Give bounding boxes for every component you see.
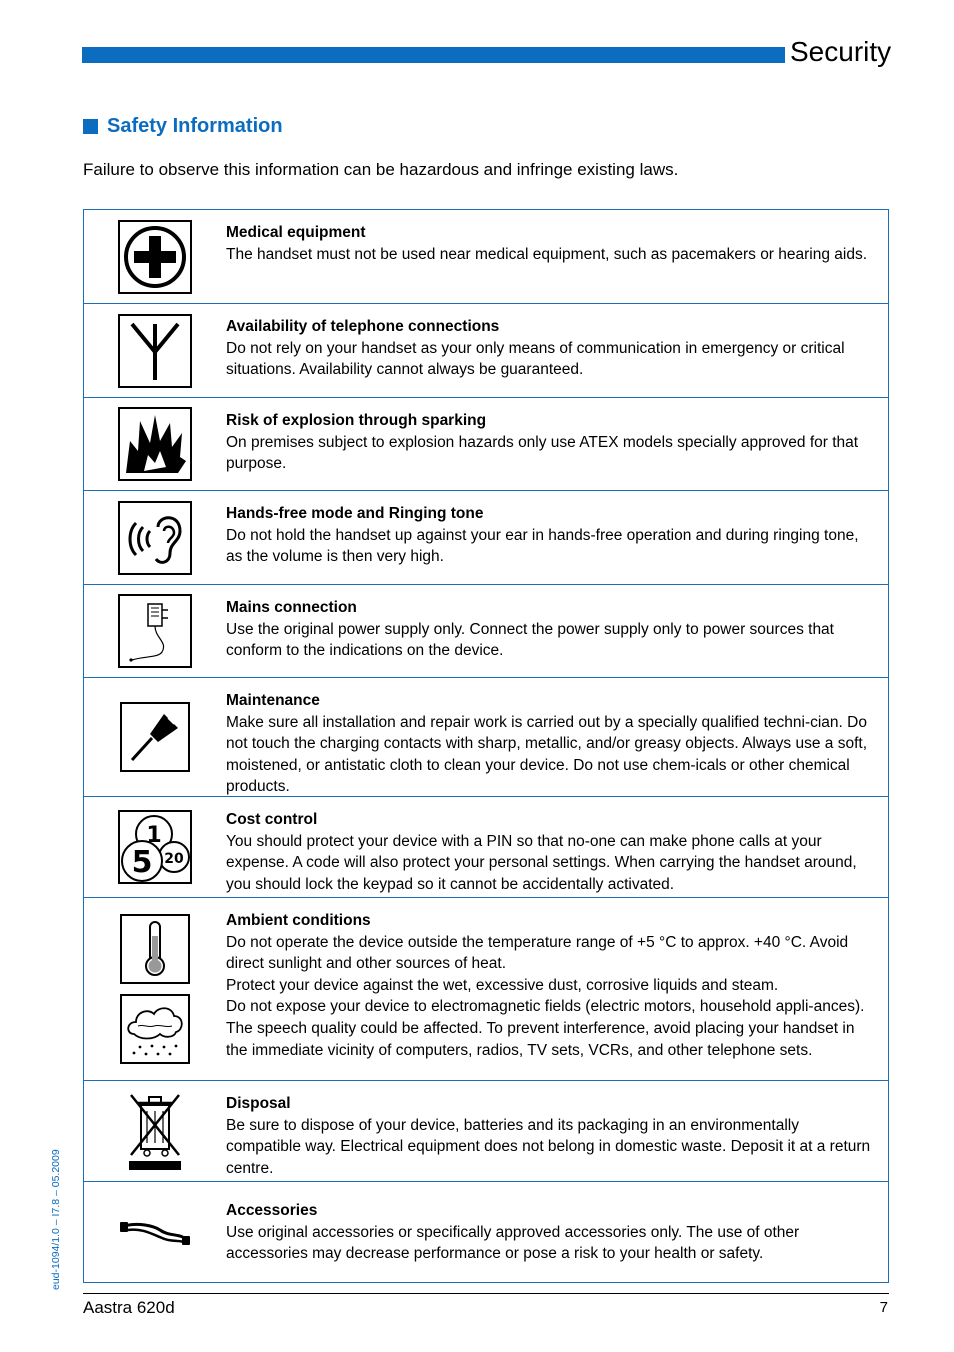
row-title: Maintenance bbox=[226, 692, 320, 709]
text-cell bbox=[226, 585, 888, 677]
text-cell bbox=[226, 491, 888, 584]
table-row bbox=[84, 210, 888, 303]
page-number: 7 bbox=[879, 1299, 888, 1316]
medical-cross-icon bbox=[118, 220, 192, 294]
footer-product: Aastra 620d bbox=[83, 1298, 175, 1317]
icon-cell bbox=[84, 1081, 226, 1181]
table-row bbox=[84, 1181, 888, 1282]
row-body: On premises subject to explosion hazards only use ATEX models specially approved for that purpose. bbox=[226, 433, 859, 473]
icon-cell bbox=[84, 398, 226, 490]
footer-divider bbox=[83, 1293, 889, 1294]
ear-sound-icon bbox=[118, 501, 192, 575]
row-title: Cost control bbox=[226, 811, 318, 828]
row-title: Availability of telephone connections bbox=[226, 318, 500, 335]
section-heading bbox=[83, 112, 283, 140]
row-title: Hands-free mode and Ringing tone bbox=[226, 505, 484, 522]
row-title: Disposal bbox=[226, 1095, 291, 1112]
explosion-icon bbox=[118, 407, 192, 481]
table-row bbox=[84, 584, 888, 677]
table-row bbox=[84, 397, 888, 490]
table-row bbox=[84, 490, 888, 584]
icon-cell bbox=[84, 678, 226, 796]
row-title: Accessories bbox=[226, 1202, 318, 1219]
text-cell bbox=[226, 1182, 888, 1282]
section-title: Safety Information bbox=[107, 114, 283, 137]
coins-icon bbox=[118, 810, 192, 884]
table-row bbox=[84, 796, 888, 897]
cable-icon bbox=[118, 1212, 192, 1252]
icon-cell bbox=[84, 585, 226, 677]
coin-small-label: 20 bbox=[164, 851, 184, 867]
table-row bbox=[84, 677, 888, 796]
text-cell bbox=[226, 797, 888, 897]
rain-cloud-icon bbox=[120, 994, 190, 1064]
row-body: Do not hold the handset up against your ear in hands-free operation and during ringing tone, as the volume is then very high. bbox=[226, 526, 859, 566]
icon-cell bbox=[84, 898, 226, 1080]
row-title: Medical equipment bbox=[226, 224, 366, 241]
power-plug-icon bbox=[118, 594, 192, 668]
row-title: Mains connection bbox=[226, 599, 357, 616]
document-code: eud-1094/1.0 – I7.8 – 05.2009 bbox=[50, 1149, 62, 1290]
coin-big-label: 1 bbox=[146, 823, 162, 848]
antenna-icon bbox=[118, 314, 192, 388]
text-cell bbox=[226, 898, 888, 1080]
table-row bbox=[84, 1080, 888, 1181]
row-body: Make sure all installation and repair work is carried out by a specially qualified techni-cian. Do not touch the charging contacts with sharp, metallic, and/or greasy objects. Always use a soft, moistened, or antistatic cloth to clean your device. Do not use chem-icals or other chemical products. bbox=[226, 713, 868, 796]
row-body: Do not rely on your handset as your only means of communication in emergency or critical situations. Availability cannot always be guaranteed. bbox=[226, 339, 845, 379]
text-cell bbox=[226, 210, 888, 303]
row-body: Use the original power supply only. Connect the power supply only to power sources that conform to the indications on the device. bbox=[226, 620, 834, 660]
icon-cell bbox=[84, 797, 226, 897]
table-row bbox=[84, 303, 888, 397]
text-cell bbox=[226, 304, 888, 397]
intro-text: Failure to observe this information can be hazardous and infringe existing laws. bbox=[83, 160, 679, 179]
text-cell bbox=[226, 678, 888, 796]
coin-mid-label: 5 bbox=[131, 845, 153, 880]
header-bar bbox=[82, 47, 785, 63]
screwdriver-icon bbox=[120, 702, 190, 772]
row-title: Ambient conditions bbox=[226, 912, 371, 929]
page-title: Security bbox=[790, 36, 892, 67]
text-cell bbox=[226, 398, 888, 490]
row-body: Do not operate the device outside the temperature range of +5 °C to approx. +40 °C. Avoid direct sunlight and other sources of heat. Protect your device against the wet, excessive dust, corrosive liquids and steam. Do not expose your device to electromagnetic fields (electric motors, household appli-ances). The speech quality could be affected. To prevent interference, avoid placing your handset in the immediate vicinity of computers, radios, TV sets, VCRs, and other telephone sets. bbox=[226, 933, 865, 1059]
safety-table bbox=[83, 209, 889, 1283]
row-title: Risk of explosion through sparking bbox=[226, 412, 487, 429]
icon-cell bbox=[84, 1182, 226, 1282]
icon-cell bbox=[84, 210, 226, 303]
row-body: The handset must not be used near medical equipment, such as pacemakers or hearing aids. bbox=[226, 245, 868, 263]
row-body: Use original accessories or specifically approved accessories only. The use of other accessories may decrease performance or pose a risk to your health or safety. bbox=[226, 1223, 800, 1263]
section-marker-icon bbox=[83, 119, 98, 134]
table-row bbox=[84, 897, 888, 1080]
text-cell bbox=[226, 1081, 888, 1181]
row-body: You should protect your device with a PIN so that no-one can make phone calls at your expense. A code will also protect your personal settings. When carrying the handset around, you should lock the keypad so it cannot be accidentally activated. bbox=[226, 832, 857, 893]
icon-cell bbox=[84, 491, 226, 584]
icon-cell bbox=[84, 304, 226, 397]
thermometer-icon bbox=[120, 914, 190, 984]
row-body: Be sure to dispose of your device, batteries and its packaging in an environmentally compatible way. Electrical equipment does not belong in domestic waste. Deposit it at a return centre. bbox=[226, 1116, 871, 1177]
crossed-bin-icon bbox=[125, 1091, 185, 1171]
